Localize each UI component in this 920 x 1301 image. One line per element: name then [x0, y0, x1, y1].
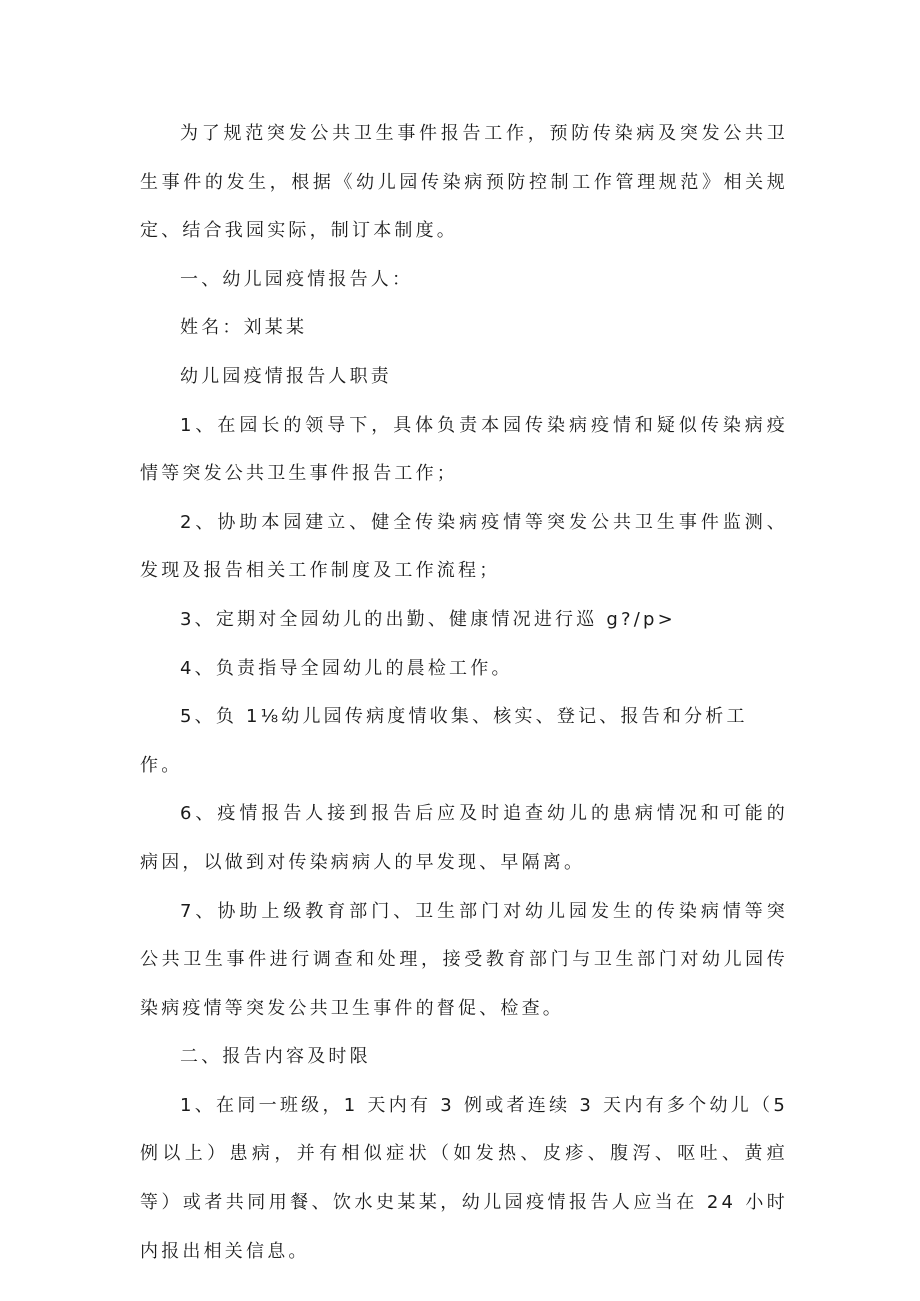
- duty-item-5: 5、负 1⅛幼儿园传病度情收集、核实、登记、报告和分析工作。: [140, 706, 748, 776]
- duty-item-4: 4、负责指导全园幼儿的晨检工作。: [180, 657, 513, 679]
- report-rule-1: 1、在同一班级，1 天内有 3 例或者连续 3 天内有多个幼儿（5 例以上）患病，并有相似症状（如发热、皮疹、腹泻、呕吐、黄疸等）或者共同用餐、饮水史某某，幼儿园疫情报告人应当在 24 小时内报出相关信息。: [140, 1094, 788, 1262]
- section-heading-report-content: 二、报告内容及时限: [180, 1046, 371, 1068]
- duty-item-7: 7、协助上级教育部门、卫生部门对幼儿园发生的传染病情等突公共卫生事件进行调查和处理，接受教育部门与卫生部门对幼儿园传染病疫情等突发公共卫生事件的督促、检查。: [140, 900, 788, 1019]
- duties-heading: 幼儿园疫情报告人职责: [180, 365, 392, 387]
- section-heading-reporter: 一、幼儿园疫情报告人：: [180, 268, 414, 290]
- duty-item-1: 1、在园长的领导下，具体负责本园传染病疫情和疑似传染病疫情等突发公共卫生事件报告工作；: [140, 414, 788, 485]
- duty-item-2: 2、协助本园建立、健全传染病疫情等突发公共卫生事件监测、发现及报告相关工作制度及工作流程；: [140, 511, 788, 582]
- reporter-name: 姓名：刘某某: [180, 317, 308, 339]
- duty-item-3: 3、定期对全园幼儿的出勤、健康情况进行巡 g?/p>: [180, 608, 676, 630]
- duty-item-6: 6、疫情报告人接到报告后应及时追查幼儿的患病情况和可能的病因，以做到对传染病病人的早发现、早隔离。: [140, 803, 788, 873]
- document-body: [140, 110, 788, 1276]
- intro-paragraph: 为了规范突发公共卫生事件报告工作，预防传染病及突发公共卫生事件的发生，根据《幼儿园传染病预防控制工作管理规范》相关规定、结合我园实际，制订本制度。: [140, 123, 788, 242]
